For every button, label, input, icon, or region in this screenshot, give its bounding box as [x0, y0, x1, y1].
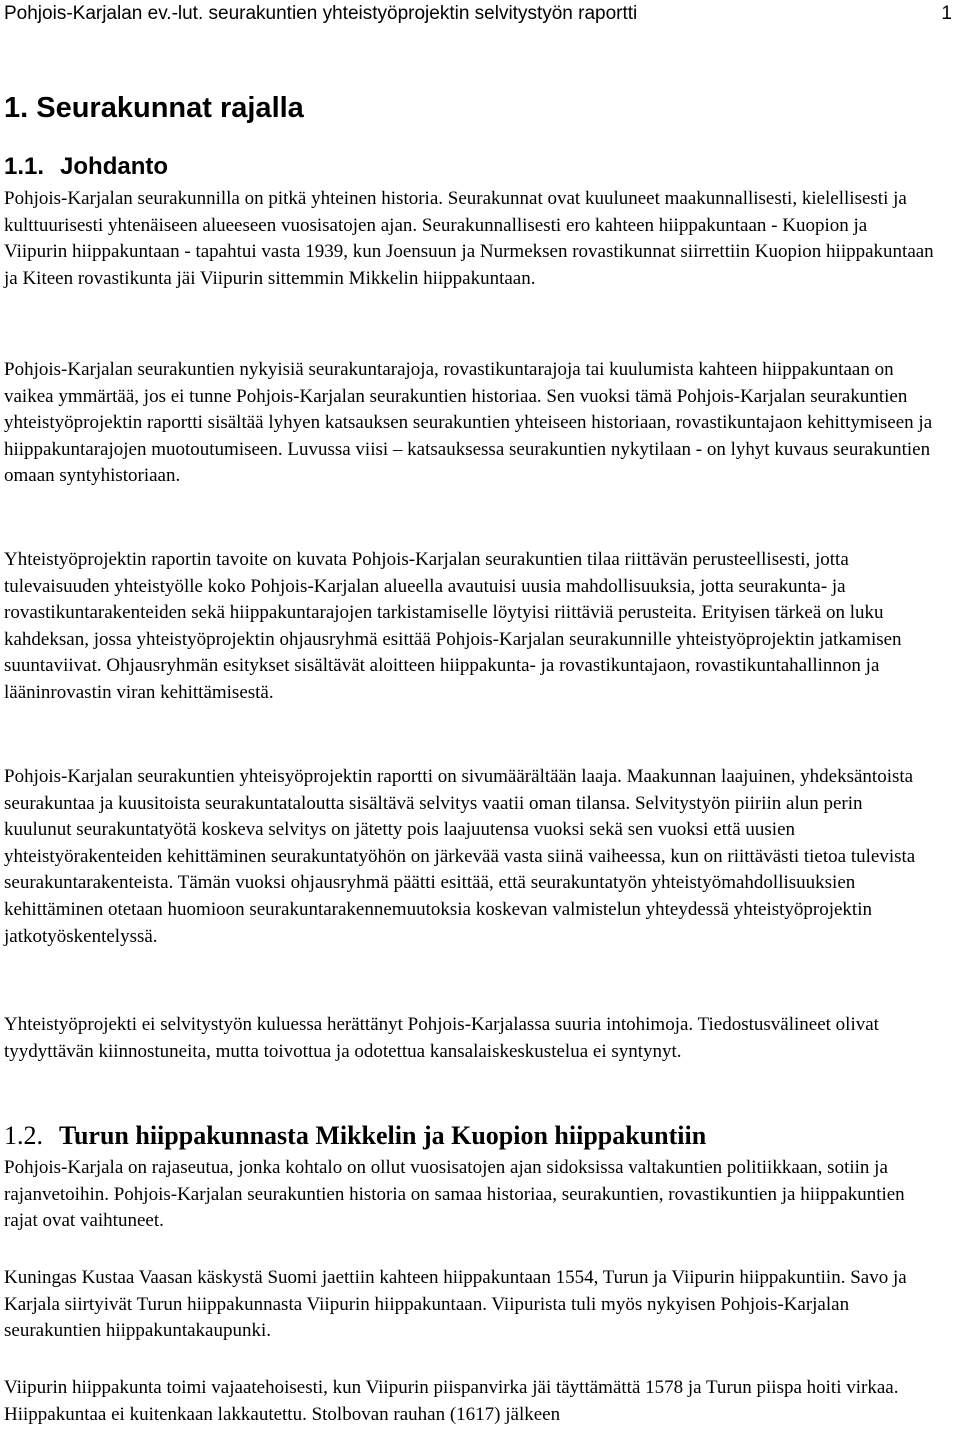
paragraph-4: Pohjois-Karjalan seurakuntien yhteisyöprojektin raportti on sivumäärältään laaja. Maakunnan laajuinen, yhdeksäntoista seurakuntaa ja kuusitoista seurakuntataloutta sisältävä selvitys vaatii oman tilansa. Selvitystyön piiriin alun perin kuulunut seurakuntatyötä koskeva selvitys on jätetty pois laajuutensa vuoksi sekä sen vuoksi että uusien yhteistyörakenteiden kehittäminen seurakuntatyöhön on järkevää vasta siinä vaiheessa, kun on riittävästi tietoa tulevista seurakuntarakenteista. Tämän vuoksi ohjausryhmä päätti esittää, että seurakuntatyön yhteistyömahdollisuuksien kehittäminen otetaan huomioon seurakuntarakennemuutoksia koskevan valmistelun yhteydessä yhteistyöprojektin jatkotyöskentelyssä. — [4, 766, 916, 947]
section-title: Turun hiippakunnasta Mikkelin ja Kuopion hiippakuntiin — [59, 1121, 707, 1150]
paragraph-8: Viipurin hiippakunta toimi vajaatehoisesti, kun Viipurin piispanvirka jäi täyttämättä 1578 ja Turun piispa hoiti virkaa. Hiippakuntaa ei kuitenkaan lakkautettu. Stolbovan rauhan (1617) jälkeen — [4, 1377, 899, 1425]
paragraph-6: Pohjois-Karjala on rajaseutua, jonka kohtalo on ollut vuosisatojen ajan sidoksissa valtakuntien politiikkaan, sotiin ja rajanvetoihin. Pohjois-Karjalan seurakuntien historia on samaa historiaa, seurakuntien, rovastikuntien ja hiippakuntien rajat ovat vaihtuneet. — [4, 1157, 905, 1232]
section-title: Johdanto — [60, 153, 169, 180]
paragraph-7: Kuningas Kustaa Vaasan käskystä Suomi jaettiin kahteen hiippakuntaan 1554, Turun ja Viipurin hiippakuntiin. Savo ja Karjala siirtyivät Turun hiippakunnasta Viipurin hiippakuntaan. Viipurista tuli myös nykyisen Pohjois-Karjalan seurakuntien hiippakuntakaupunki. — [4, 1267, 907, 1342]
chapter-number: 1. — [4, 92, 29, 124]
paragraph-5: Yhteistyöprojekti ei selvitystyön kuluessa herättänyt Pohjois-Karjalassa suuria intohimoja. Tiedostusvälineet olivat tyydyttävän kiinnostuneita, mutta toivottua ja odotettua kansalaiskeskustelua ei syntynyt. — [4, 1014, 879, 1062]
paragraph-2: Pohjois-Karjalan seurakuntien nykyisiä seurakuntarajoja, rovastikuntarajoja tai kuulumista kahteen hiippakuntaan on vaikea ymmärtää, jos ei tunne Pohjois-Karjalan seurakuntien historiaa. Sen vuoksi tämä Pohjois-Karjalan seurakuntien yhteistyöprojektin raportti sisältää lyhyen katsauksen seurakuntien yhteiseen historiaan, rovastikuntajaon kehittymiseen ja hiippakuntarajojen muotoutumiseen. Luvussa viisi – katsauksessa seurakuntien nykytilaan - on lyhyt kuvaus seurakuntien omaan syntyhistoriaan. — [4, 359, 933, 487]
page-number: 1 — [941, 3, 952, 24]
chapter-title: Seurakunnat rajalla — [36, 92, 304, 124]
section-heading-johdanto — [4, 152, 168, 182]
section-number: 1.1. — [4, 153, 45, 180]
chapter-heading — [4, 90, 304, 126]
section-number: 1.2. — [4, 1121, 43, 1150]
section-heading-hiippakunnat — [4, 1120, 706, 1152]
running-header-title: Pohjois-Karjalan ev.-lut. seurakuntien yhteistyöprojektin selvitystyön raportti — [4, 3, 638, 24]
paragraph-1: Pohjois-Karjalan seurakunnilla on pitkä yhteinen historia. Seurakunnat ovat kuuluneet maakunnallisesti, kielellisesti ja kulttuurisesti yhtenäiseen alueeseen vuosisatojen ajan. Seurakunnallisesti ero kahteen hiippakuntaan - Kuopion ja Viipurin hiippakuntaan - tapahtui vasta 1939, kun Joensuun ja Nurmeksen rovastikunnat siirrettiin Kuopion hiippakuntaan ja Kiteen rovastikunta jäi Viipurin sittemmin Mikkelin hiippakuntaan. — [4, 188, 934, 289]
paragraph-3: Yhteistyöprojektin raportin tavoite on kuvata Pohjois-Karjalan seurakuntien tilaa riittävän perusteellisesti, jotta tulevaisuuden yhteistyölle koko Pohjois-Karjalan alueella avautuisi uusia mahdollisuuksia, jotta seurakunta- ja rovastikuntarakenteiden sekä hiippakuntarajojen tarkistamiselle löytyisi riittäviä perusteita. Erityisen tärkeä on luku kahdeksan, jossa yhteistyöprojektin ohjausryhmä esittää Pohjois-Karjalan seurakunnille yhteistyöprojektin jatkamisen suuntaviivat. Ohjausryhmän esitykset sisältävät aloitteen hiippakunta- ja rovastikuntajaon, rovastikuntahallinnon ja lääninrovastin viran kehittämisestä. — [4, 549, 902, 703]
running-header — [4, 2, 952, 26]
